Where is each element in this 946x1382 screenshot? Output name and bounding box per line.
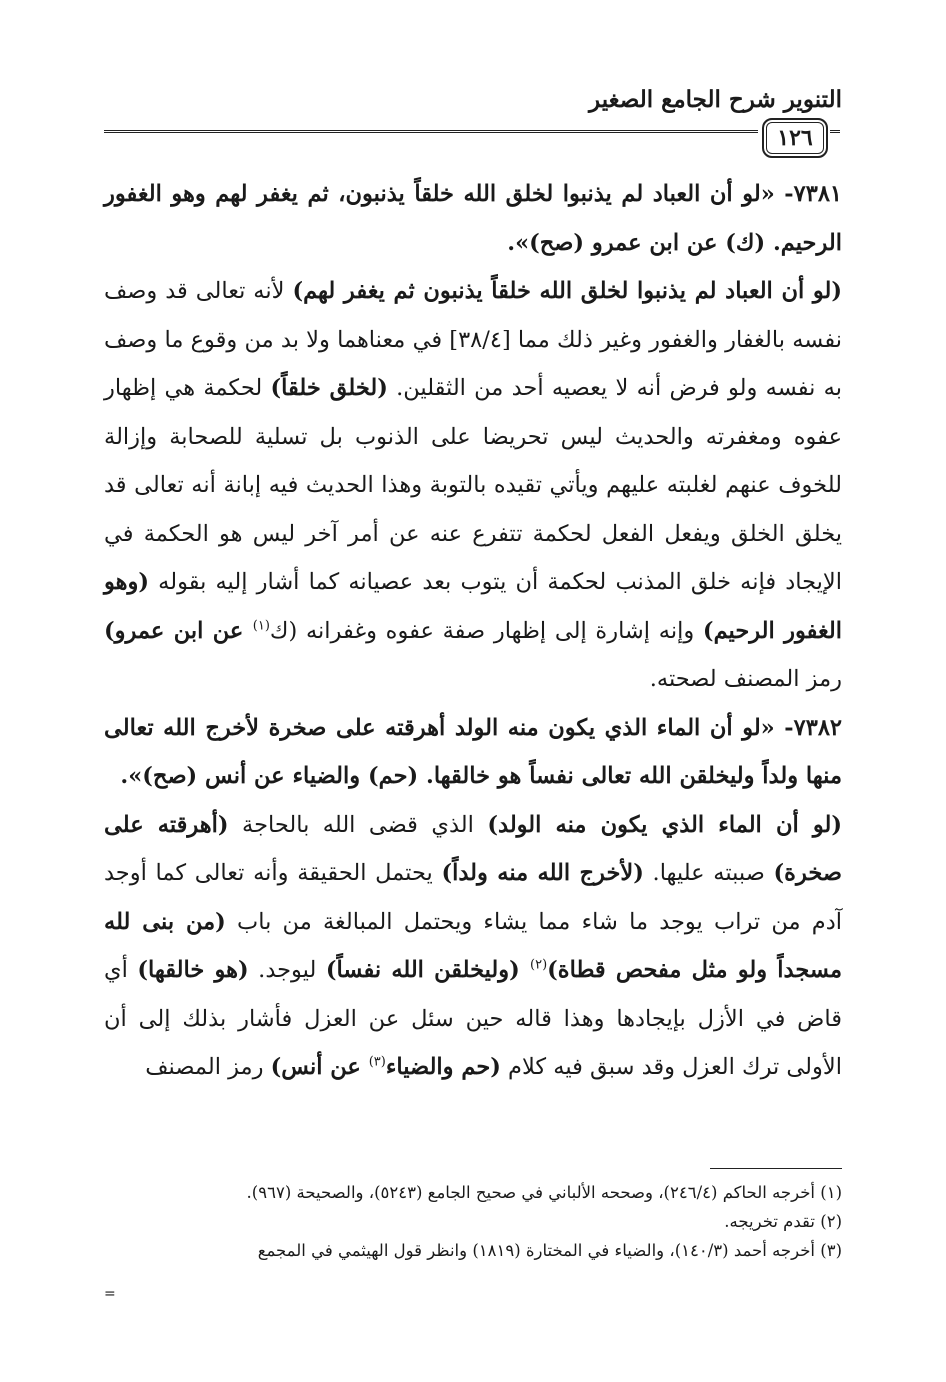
text-run: ٧٣٨٢- «لو أن الماء الذي يكون منه الولد أهرقته على صخرة لأخرج الله تعالى منها ولداً وليخلقن الله تعالى نفساً هو خالقها. (حم) والضياء عن أنس (صح)». xyxy=(104,714,842,789)
text-run: صببته عليها. xyxy=(643,860,774,886)
text-run: (من بنى لله مسجداً ولو مثل مفحص قطاة) xyxy=(104,908,843,983)
text-run: لحكمة هي إظهار عفوه ومغفرته والحديث ليس تحريضا على الذنوب بل تسلية للصحابة وإزالة للخوف عنهم لغلبته عليهم ويأتي تقيده بالتوبة وهذا الحديث فيه إبانة أنه تعالى قد يخلق الخلق ويفعل الفعل لحكمة تتفرع عنه عن أمر آخر ليس هو الحكمة في الإيجاد فإنه خلق المذنب لحكمة أن يتوب بعد عصيانه كما أشار إليه بقوله xyxy=(104,375,842,595)
paragraph xyxy=(104,267,842,704)
text-run: رمز المصنف لصحته. xyxy=(649,666,842,692)
footnote-ref: (٣) xyxy=(368,1054,386,1070)
text-run: (حم والضياء xyxy=(385,1054,501,1080)
footnote-ref: (١) xyxy=(252,618,270,633)
text-run: رمز المصنف xyxy=(145,1054,271,1080)
text-run: ليوجد. xyxy=(248,957,326,983)
text-run: (وليخلقن الله نفساً) xyxy=(325,957,531,983)
continuation-mark: = xyxy=(104,1286,116,1302)
text-run: (وهو الغفور الرحيم) xyxy=(104,569,842,644)
text-run: (لخلق خلقاً) xyxy=(270,375,388,401)
text-run: (أهرقته على صخرة) xyxy=(104,811,842,886)
footnote-ref: (٢) xyxy=(530,957,548,973)
text-run: وإنه إشارة إلى إظهار صفة عفوه وغفرانه (ك xyxy=(269,617,703,644)
footnote: (١) أخرجه الحاكم (٢٤٦/٤)، وصححه الألباني في صحيح الجامع (٥٢٤٣)، والصحيحة (٩٦٧). xyxy=(246,1183,842,1202)
text-run: عن ابن عمرو) xyxy=(104,617,253,644)
body-text xyxy=(104,170,842,1092)
paragraph xyxy=(104,704,842,801)
text-run: الذي قضى الله بالحاجة xyxy=(228,811,488,838)
text-run: ٧٣٨١- «لو أن العباد لم يذنبوا لخلق الله خلقاً يذنبون، ثم يغفر لهم وهو الغفور الرحيم. (ك) عن ابن عمرو (صح)». xyxy=(104,181,842,256)
text-run: عن أنس) xyxy=(270,1054,369,1080)
footnotes xyxy=(104,1178,842,1265)
text-run: (هو خالقها) xyxy=(137,957,249,983)
text-run: لأنه تعالى قد وصف نفسه بالغفار والغفور وغير ذلك مما [٣٨/٤] في معناهما ولا بد من وقوع ما وصف به نفسه ولو فرض أنه لا يعصيه أحد من الثقلين. xyxy=(104,278,843,401)
text-run: أي قاض في الأزل بإيجادها وهذا قاله حين سئل عن العزل فأشار بذلك إلى أن الأولى ترك العزل وقد سبق فيه كلام xyxy=(104,957,842,1080)
footnote: (٢) تقدم تخريجه. xyxy=(724,1212,842,1231)
text-run: (لو أن العباد لم يذنبوا لخلق الله خلقاً يذنبون ثم يغفر لهم) xyxy=(292,278,842,304)
header-rule-end xyxy=(830,130,840,133)
header-rule xyxy=(104,130,758,133)
paragraph xyxy=(104,170,842,267)
footnote: (٣) أخرجه أحمد (١٤٠/٣)، والضياء في المختارة (١٨١٩) وانظر قول الهيثمي في المجمع xyxy=(257,1241,842,1260)
footnote-separator xyxy=(710,1168,842,1169)
page-number: ١٢٦ xyxy=(762,118,828,158)
paragraph xyxy=(104,801,842,1092)
text-run: (لو أن الماء الذي يكون منه الولد) xyxy=(487,811,842,838)
running-title: التنوير شرح الجامع الصغير xyxy=(589,86,842,113)
text-run: يحتمل الحقيقة وأنه تعالى كما أوجد آدم من تراب يوجد ما شاء مما يشاء ويحتمل المبالغة من باب xyxy=(104,860,842,935)
text-run: (لأخرج الله منه ولداً) xyxy=(441,860,644,886)
